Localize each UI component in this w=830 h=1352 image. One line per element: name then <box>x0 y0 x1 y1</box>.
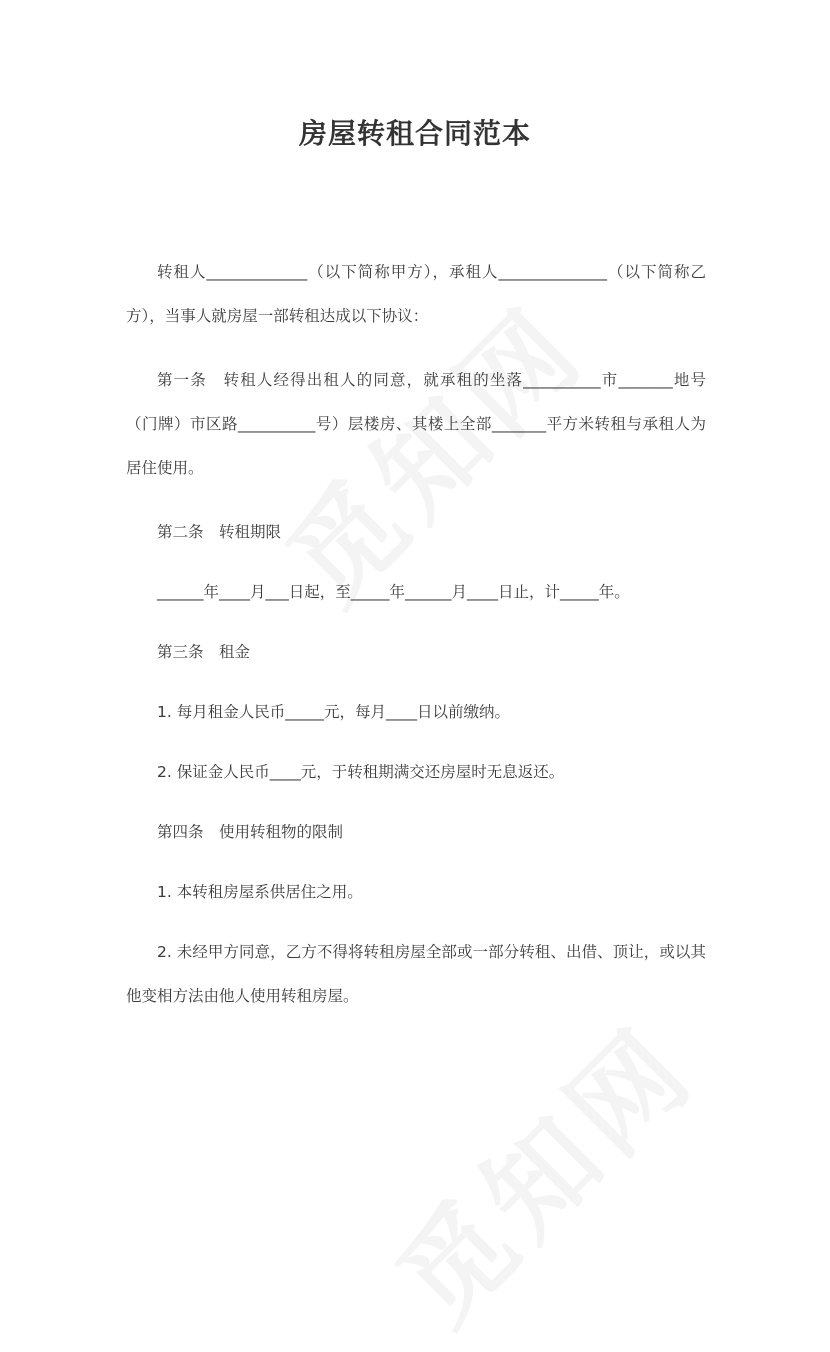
article-1-paragraph: 第一条 转租人经得出租人的同意，就承租的坐落__________市_______地号（门牌）市区路__________号）层楼房、其楼上全部_______平方米转租与承租人为居住使用。 <box>126 371 706 477</box>
document-title: 房屋转租合同范本 <box>298 117 531 150</box>
document-body <box>126 250 706 1038</box>
rent-item-1: 1. 每月租金人民币_____元，每月____日以前缴纳。 <box>157 703 510 721</box>
article-3-heading: 第三条 租金 <box>157 643 251 661</box>
intro-paragraph: 转租人_____________（以下简称甲方），承租人______________（以下简称乙方），当事人就房屋一部转租达成以下协议： <box>126 263 706 325</box>
restriction-item-2: 2. 未经甲方同意，乙方不得将转租房屋全部或一部分转租、出借、顶让，或以其他变相方法由他人使用转租房屋。 <box>126 943 706 1005</box>
restriction-item-1: 1. 本转租房屋系供居住之用。 <box>157 883 363 901</box>
article-2-heading: 第二条 转租期限 <box>157 523 282 541</box>
lease-period-paragraph: ______年____月___日起，至_____年______月____日止，计_____年。 <box>157 583 630 601</box>
watermark <box>357 986 723 1352</box>
rent-item-2: 2. 保证金人民币____元，于转租期满交还房屋时无息返还。 <box>157 763 565 781</box>
article-4-heading: 第四条 使用转租物的限制 <box>157 823 344 841</box>
